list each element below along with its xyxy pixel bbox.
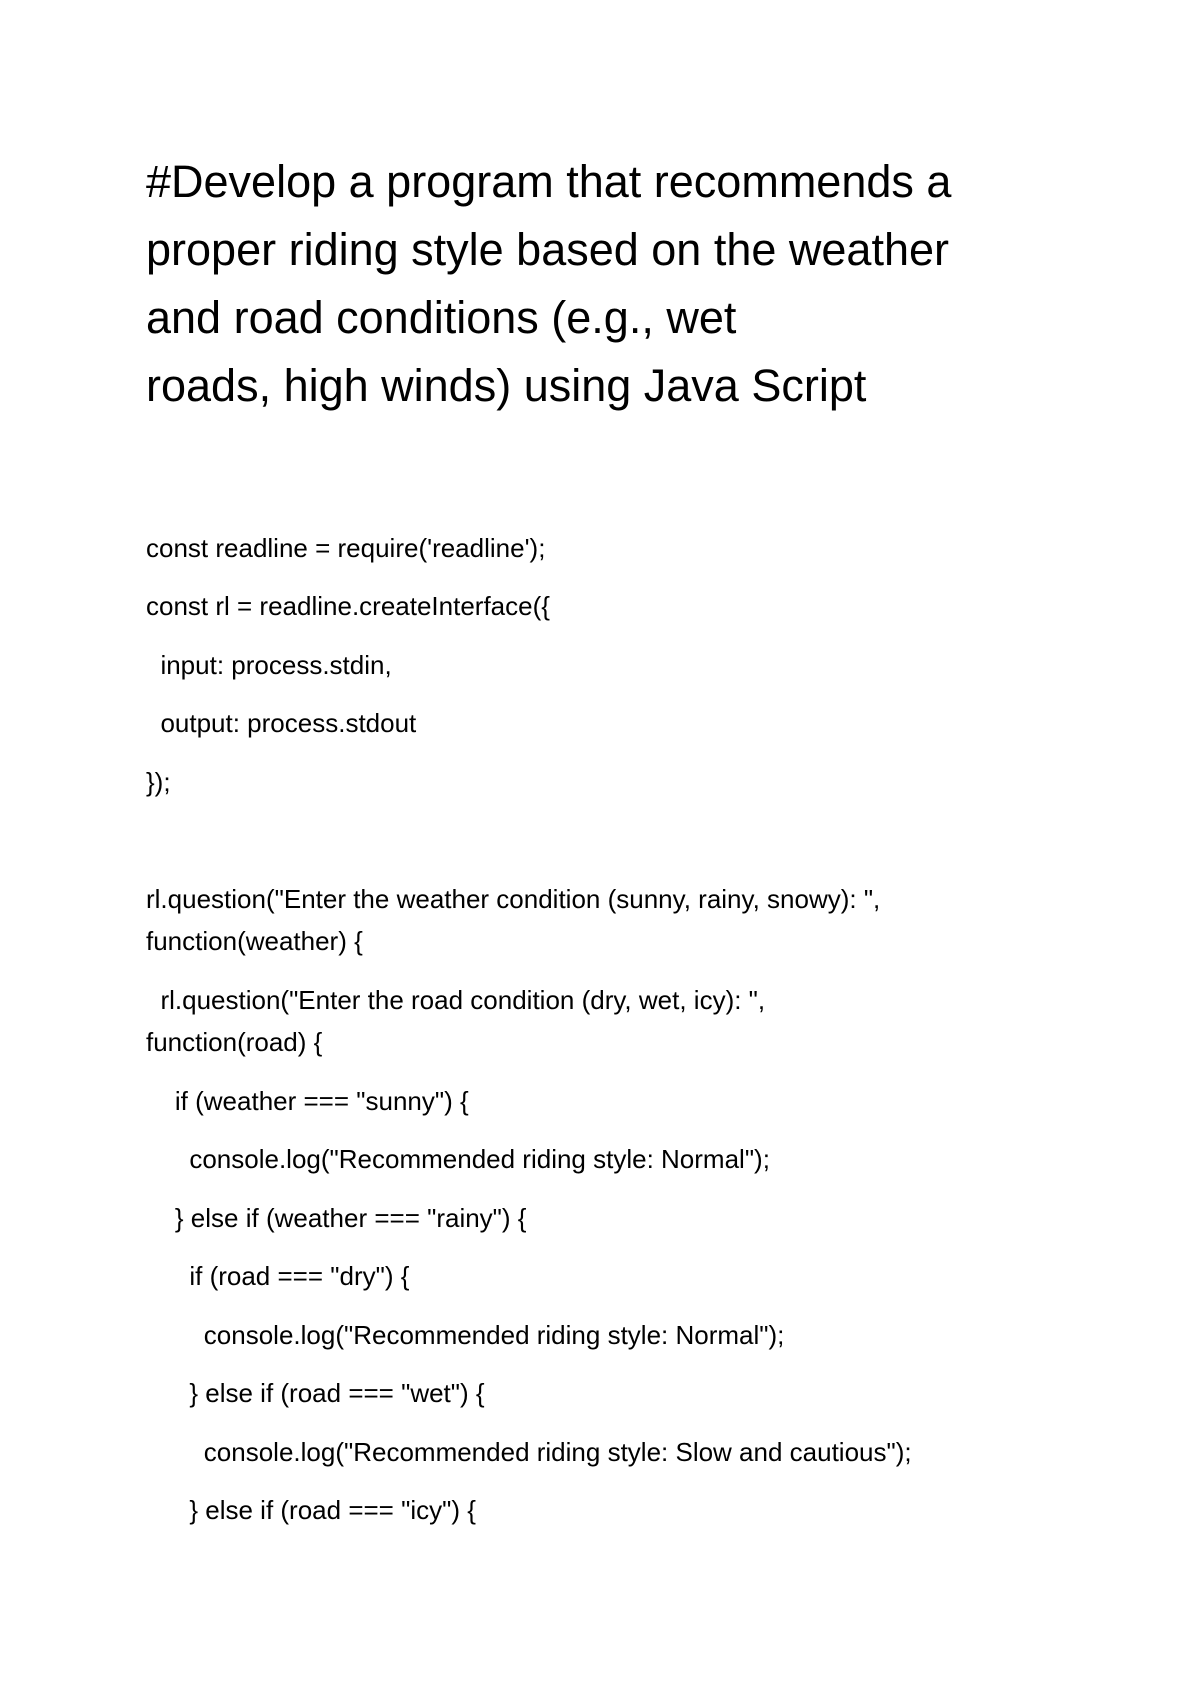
code-line: function(weather) { (146, 926, 363, 956)
code-line: if (weather === "sunny") { (146, 1086, 469, 1116)
code-line: output: process.stdout (146, 708, 417, 738)
code-line: console.log("Recommended riding style: Normal"); (146, 1320, 785, 1350)
document-heading (146, 148, 1086, 420)
heading-line: roads, high winds) using Java Script (146, 360, 867, 411)
code-line: const readline = require('readline'); (146, 533, 546, 563)
code-line: input: process.stdin, (146, 650, 392, 680)
code-line: } else if (road === "wet") { (146, 1378, 485, 1408)
code-line: rl.question("Enter the weather condition (sunny, rainy, snowy): ", (146, 884, 881, 914)
heading-line: and road conditions (e.g., wet (146, 292, 737, 343)
code-line: function(road) { (146, 1027, 323, 1057)
heading-line: #Develop a program that recommends a (146, 156, 952, 207)
code-line: console.log("Recommended riding style: Normal"); (146, 1144, 770, 1174)
code-line: }); (146, 767, 171, 797)
heading-line: proper riding style based on the weather (146, 224, 949, 275)
code-line: if (road === "dry") { (146, 1261, 410, 1291)
code-line: rl.question("Enter the road condition (dry, wet, icy): ", (146, 985, 766, 1015)
code-line: } else if (weather === "rainy") { (146, 1203, 527, 1233)
code-line: console.log("Recommended riding style: Slow and cautious"); (146, 1437, 912, 1467)
code-line: } else if (road === "icy") { (146, 1495, 476, 1525)
code-line: const rl = readline.createInterface({ (146, 591, 550, 621)
